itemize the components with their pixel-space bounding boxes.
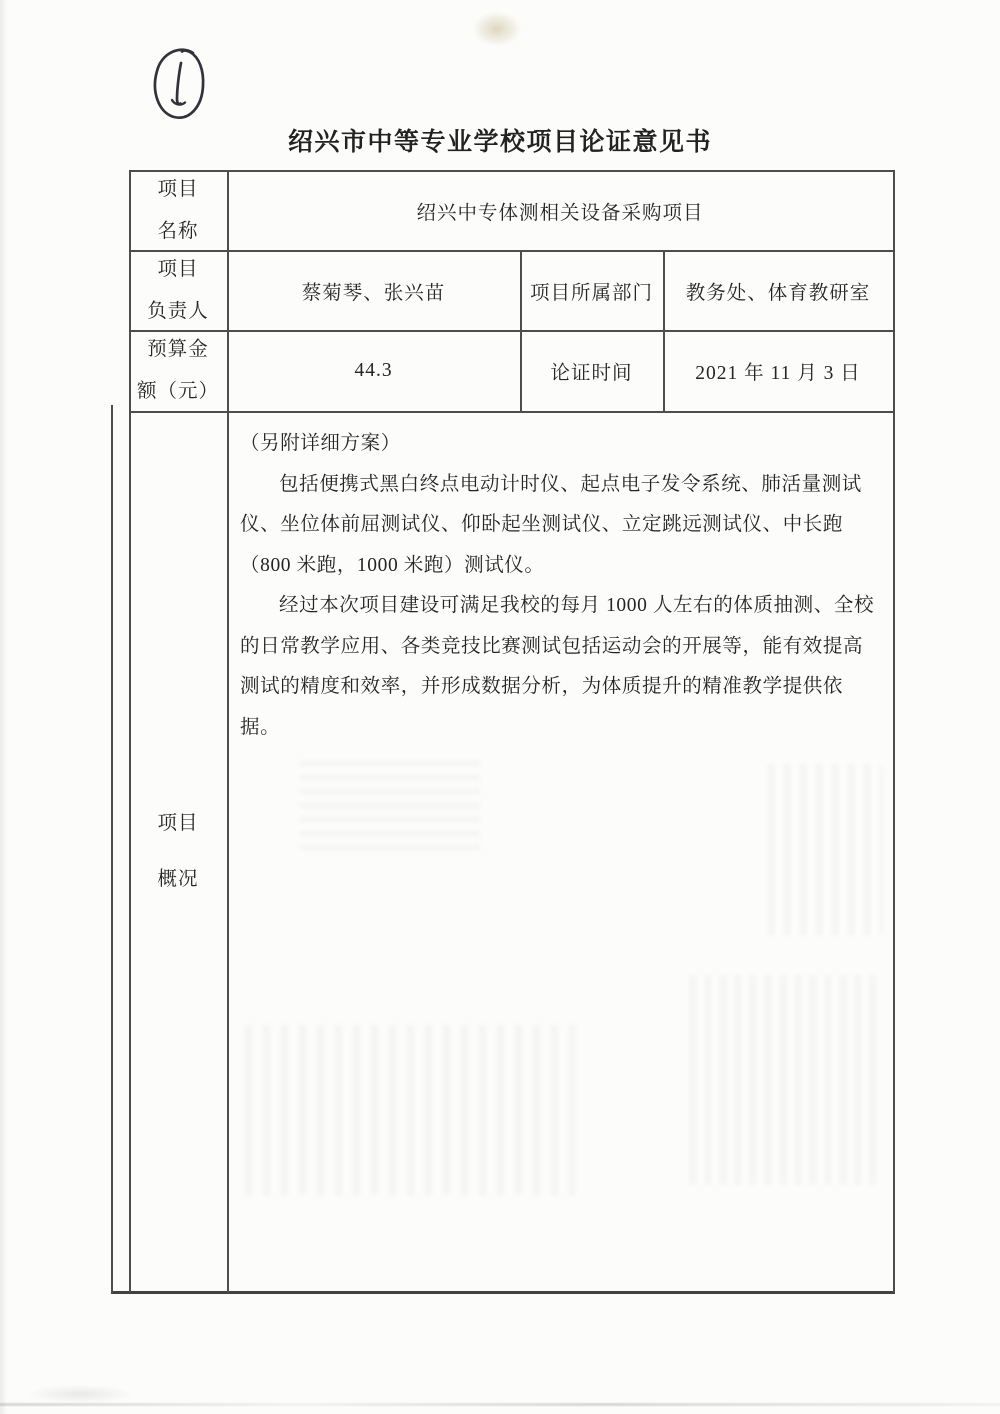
label-project-leader xyxy=(131,252,225,330)
overview-paragraph: 包括便携式黑白终点电动计时仪、起点电子发令系统、肺活量测试仪、坐位体前屈测试仪、仰卧起坐测试仪、立定跳远测试仪、中长跑（800 米跑，1000 米跑）测试仪。 xyxy=(240,473,862,576)
value-department: 教务处、体育教研室 xyxy=(685,283,871,304)
value-project-name: 绍兴中专体测相关设备采购项目 xyxy=(416,203,704,224)
scan-corner-smudge xyxy=(25,1385,135,1403)
value-project-leader: 蔡菊琴、张兴苗 xyxy=(301,283,446,304)
table-border-line xyxy=(111,405,113,1293)
label-line: 额（元） xyxy=(136,380,219,402)
page-title: 绍兴市中等专业学校项目论证意见书 xyxy=(287,128,712,156)
label-line: 项目 xyxy=(157,259,199,280)
faded-stamp-smudge xyxy=(473,12,521,46)
overview-paragraph: （另附详细方案） xyxy=(240,433,401,454)
label-line: 负责人 xyxy=(147,301,209,322)
value-budget: 44.3 xyxy=(354,359,393,381)
handwritten-circled-number xyxy=(146,44,210,122)
label-budget xyxy=(131,332,225,409)
pen-circle-icon xyxy=(146,44,210,122)
overview-paragraph: 经过本次项目建设可满足我校的每月 1000 人左右的体质抽测、全校的日常教学应用、各类竞技比赛测试包括运动会的开展等，能有效提高测试的精度和效率，并形成数据分析，为体质提升的精准教学提供依据。 xyxy=(240,595,875,738)
label-line: 概况 xyxy=(157,869,199,890)
scan-left-edge-shadow xyxy=(0,0,7,1414)
project-overview-content xyxy=(229,413,893,1291)
label-line: 预算金 xyxy=(147,338,209,360)
label-review-date: 论证时间 xyxy=(550,362,633,384)
label-project-overview xyxy=(131,413,225,1291)
label-line: 项目 xyxy=(157,813,199,834)
table-border-line xyxy=(893,170,895,1293)
label-department: 项目所属部门 xyxy=(529,283,653,304)
label-project-name xyxy=(131,172,225,250)
label-line: 名称 xyxy=(157,221,199,242)
label-line: 项目 xyxy=(157,179,199,200)
scan-bottom-edge-artifact xyxy=(0,1403,1000,1406)
value-review-date: 2021 年 11 月 3 日 xyxy=(695,362,861,384)
